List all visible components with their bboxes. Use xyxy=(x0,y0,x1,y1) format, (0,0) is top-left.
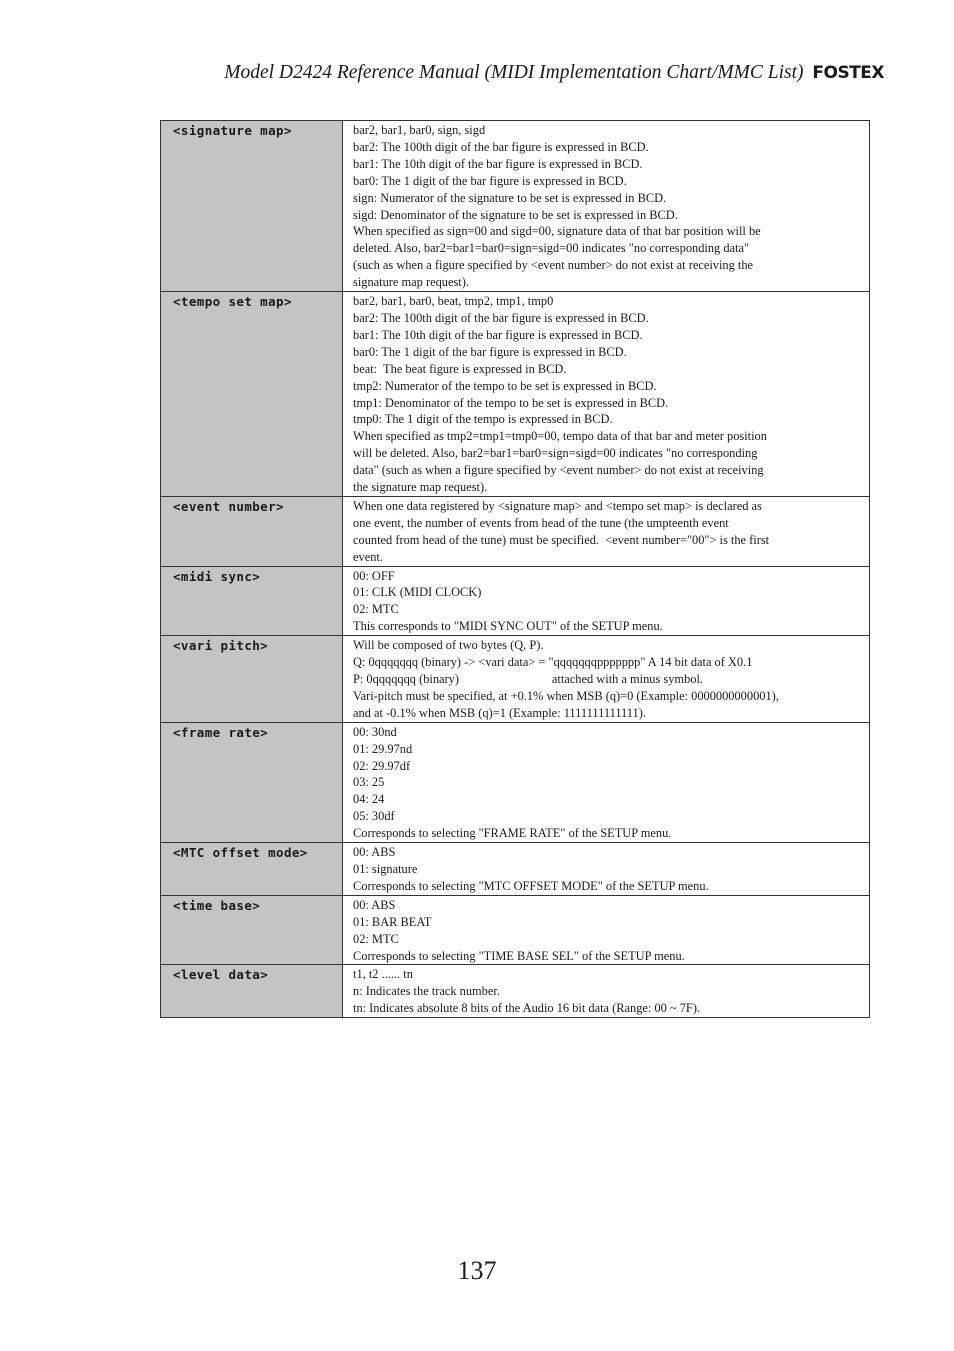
description-line: bar2, bar1, bar0, sign, sigd xyxy=(353,123,486,137)
description-line: n: Indicates the track number. xyxy=(353,984,500,999)
description-line: tmp0: The 1 digit of the tempo is expressed in BCD. xyxy=(353,412,613,427)
description-line: bar0: The 1 digit of the bar figure is expressed in BCD. xyxy=(353,344,627,359)
description-line: This corresponds to "MIDI SYNC OUT" of the SETUP menu. xyxy=(353,619,663,634)
description-line: bar0: The 1 digit of the bar figure is expressed in BCD. xyxy=(353,173,627,188)
spec-table xyxy=(160,120,870,1018)
parameter-term: <signature map> xyxy=(161,121,343,292)
description-line: Corresponds to selecting "MTC OFFSET MODE" of the SETUP menu. xyxy=(353,878,709,893)
parameter-description xyxy=(343,965,870,1018)
description-line: 02: MTC xyxy=(353,931,399,946)
description-line: (such as when a figure specified by <event number> do not exist at receiving the xyxy=(353,258,754,273)
description-line: bar2: The 100th digit of the bar figure is expressed in BCD. xyxy=(353,310,649,325)
parameter-description xyxy=(343,496,870,566)
parameter-term: <event number> xyxy=(161,496,343,566)
parameter-description xyxy=(343,843,870,896)
description-line: bar1: The 10th digit of the bar figure is expressed in BCD. xyxy=(353,327,643,342)
parameter-description xyxy=(343,636,870,723)
table-row xyxy=(161,843,870,896)
description-line: 00: 30nd xyxy=(353,724,397,739)
description-line: Will be composed of two bytes (Q, P). xyxy=(353,638,544,653)
description-line: 01: signature xyxy=(353,861,418,876)
description-line: Vari-pitch must be specified, at +0.1% when MSB (q)=0 (Example: 0000000000001), xyxy=(353,688,779,703)
parameter-term: <MTC offset mode> xyxy=(161,843,343,896)
description-line: 02: 29.97df xyxy=(353,758,411,773)
description-line: 02: MTC xyxy=(353,602,399,617)
description-line: sign: Numerator of the signature to be set is expressed in BCD. xyxy=(353,190,667,205)
description-line: beat: The beat figure is expressed in BCD. xyxy=(353,361,567,376)
table-row xyxy=(161,895,870,965)
page-header xyxy=(150,62,884,84)
description-line: sigd: Denominator of the signature to be set is expressed in BCD. xyxy=(353,207,678,222)
page-number: 137 xyxy=(457,1256,497,1285)
description-line: 00: ABS xyxy=(353,845,396,860)
description-line: 01: CLK (MIDI CLOCK) xyxy=(353,585,482,600)
table-row xyxy=(161,121,870,292)
parameter-description xyxy=(343,121,870,292)
description-line: 00: OFF xyxy=(353,568,395,583)
description-line: Corresponds to selecting "TIME BASE SEL" of the SETUP menu. xyxy=(353,948,685,963)
parameter-term: <tempo set map> xyxy=(161,292,343,497)
description-line: 01: 29.97nd xyxy=(353,741,413,756)
description-line: bar2, bar1, bar0, beat, tmp2, tmp1, tmp0 xyxy=(353,294,554,309)
description-line: one event, the number of events from head of the tune (the umpteenth event xyxy=(353,515,729,530)
fostex-logo: FOSTEX xyxy=(812,63,884,83)
description-line: bar1: The 10th digit of the bar figure is expressed in BCD. xyxy=(353,156,643,171)
description-line: When specified as sign=00 and sigd=00, signature data of that bar position will be xyxy=(353,224,761,239)
description-line: event. xyxy=(353,549,383,564)
description-line: will be deleted. Also, bar2=bar1=bar0=sign=sigd=00 indicates "no corresponding xyxy=(353,446,758,461)
description-line: 00: ABS xyxy=(353,897,396,912)
description-line: tn: Indicates absolute 8 bits of the Audio 16 bit data (Range: 00 ~ 7F). xyxy=(353,1001,701,1016)
parameter-description xyxy=(343,895,870,965)
description-line: Q: 0qqqqqqq (binary) -> <vari data> = "qqqqqqqppppppp" A 14 bit data of X0.1 xyxy=(353,655,753,670)
description-line: P: 0qqqqqqq (binary) attached with a minus symbol. xyxy=(353,672,703,686)
description-line: signature map request). xyxy=(353,275,469,290)
parameter-term: <frame rate> xyxy=(161,722,343,842)
description-line: t1, t2 ...... tn xyxy=(353,967,413,982)
description-line: counted from head of the tune) must be specified. <event number="00"> is the first xyxy=(353,532,770,547)
table-row xyxy=(161,965,870,1018)
header-title: Model D2424 Reference Manual (MIDI Implementation Chart/MMC List) xyxy=(224,62,804,83)
description-line: data" (such as when a figure specified by <event number> do not exist at receiving xyxy=(353,463,764,478)
description-line: and at -0.1% when MSB (q)=1 (Example: 1111111111111). xyxy=(353,705,646,720)
description-line: tmp1: Denominator of the tempo to be set is expressed in BCD. xyxy=(353,395,669,410)
description-line: bar2: The 100th digit of the bar figure is expressed in BCD. xyxy=(353,139,649,154)
description-line: 05: 30df xyxy=(353,809,395,824)
parameter-term: <vari pitch> xyxy=(161,636,343,723)
table-row xyxy=(161,636,870,723)
table-row xyxy=(161,722,870,842)
description-line: When one data registered by <signature map> and <tempo set map> is declared as xyxy=(353,498,762,513)
parameter-term: <level data> xyxy=(161,965,343,1018)
table-row xyxy=(161,496,870,566)
description-line: When specified as tmp2=tmp1=tmp0=00, tempo data of that bar and meter position xyxy=(353,429,767,444)
description-line: 03: 25 xyxy=(353,775,385,790)
description-line: the signature map request). xyxy=(353,480,488,495)
description-line: tmp2: Numerator of the tempo to be set is expressed in BCD. xyxy=(353,378,657,393)
description-line: 04: 24 xyxy=(353,792,385,807)
table-row xyxy=(161,566,870,636)
parameter-description xyxy=(343,292,870,497)
parameter-term: <midi sync> xyxy=(161,566,343,636)
parameter-description xyxy=(343,566,870,636)
description-line: deleted. Also, bar2=bar1=bar0=sign=sigd=00 indicates "no corresponding data" xyxy=(353,241,750,256)
parameter-description xyxy=(343,722,870,842)
parameter-term: <time base> xyxy=(161,895,343,965)
table-row xyxy=(161,292,870,497)
description-line: Corresponds to selecting "FRAME RATE" of the SETUP menu. xyxy=(353,826,672,841)
description-line: 01: BAR BEAT xyxy=(353,914,432,929)
